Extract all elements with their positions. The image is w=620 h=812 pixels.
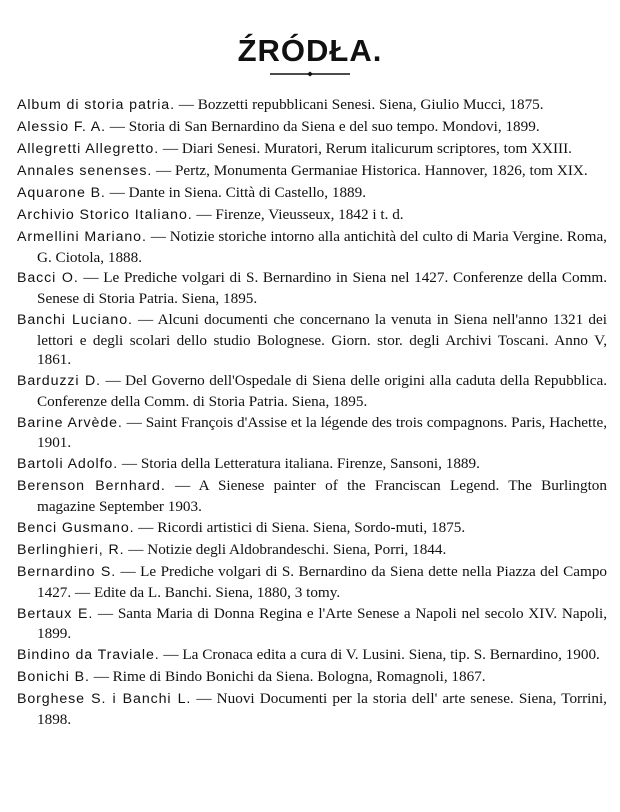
bibliography-list bbox=[17, 95, 607, 731]
bibliography-entry bbox=[17, 645, 607, 666]
bibliography-entry bbox=[17, 227, 607, 267]
entry-text: — Firenze, Vieusseux, 1842 i t. d. bbox=[192, 205, 404, 223]
entry-text: — La Cronaca edita a cura di V. Lusini. Siena, tip. S. Bernardino, 1900. bbox=[159, 646, 600, 664]
bibliography-entry bbox=[17, 540, 607, 561]
entry-author: Annales senenses. bbox=[17, 162, 153, 179]
entry-text: — Diari Senesi. Muratori, Rerum italicurum scriptores, tom XXIII. bbox=[159, 139, 572, 157]
entry-text: — Notizie degli Aldobrandeschi. Siena, Porri, 1844. bbox=[124, 540, 447, 558]
bibliography-entry bbox=[17, 161, 607, 182]
entry-author: Bertaux E. bbox=[17, 605, 94, 622]
bibliography-entry bbox=[17, 310, 607, 370]
entry-author: Barduzzi D. bbox=[17, 373, 101, 390]
entry-text: — Saint François d'Assise et la légende des trois compagnons. Paris, Hachette, 1901. bbox=[37, 413, 607, 452]
page-title: ŹRÓDŁA. bbox=[237, 32, 383, 68]
entry-author: Aquarone B. bbox=[17, 184, 106, 201]
bibliography-entry bbox=[17, 95, 607, 116]
bibliography-entry bbox=[17, 413, 607, 453]
entry-author: Berlinghieri, R. bbox=[17, 541, 125, 558]
entry-author: Armellini Mariano. bbox=[17, 228, 147, 245]
entry-author: Bindino da Traviale. bbox=[17, 647, 160, 664]
entry-author: Allegretti Allegretto. bbox=[17, 140, 160, 157]
ornament-divider-icon bbox=[270, 71, 350, 77]
entry-author: Borghese S. i Banchi L. bbox=[17, 691, 192, 708]
bibliography-entry bbox=[17, 454, 607, 475]
bibliography-entry bbox=[17, 139, 607, 160]
entry-author: Barine Arvède. bbox=[17, 414, 123, 431]
entry-text: — Pertz, Monumenta Germaniae Historica. Hannover, 1826, tom XIX. bbox=[152, 161, 588, 179]
entry-text: — Storia di San Bernardino da Siena e del suo tempo. Mondovi, 1899. bbox=[105, 117, 540, 135]
entry-author: Bonichi B. bbox=[17, 669, 90, 686]
entry-text: — Dante in Siena. Città di Castello, 1889. bbox=[105, 183, 367, 201]
entry-text: — Rime di Bindo Bonichi da Siena. Bologna, Romagnoli, 1867. bbox=[89, 668, 486, 686]
entry-author: Bernardino S. bbox=[17, 563, 117, 580]
entry-text: — Le Prediche volgari di S. Bernardino da Siena dette nella Piazza del Campo 1427. — Edite da L. Banchi. Siena, 1880, 3 tomy. bbox=[37, 562, 608, 601]
bibliography-entry bbox=[17, 689, 607, 729]
entry-author: Bartoli Adolfo. bbox=[17, 456, 119, 473]
entry-text: — Bozzetti repubblicani Senesi. Siena, Giulio Mucci, 1875. bbox=[174, 96, 544, 113]
entry-author: Berenson Bernhard. bbox=[17, 478, 166, 495]
entry-text: — Notizie storiche intorno alla antichità del culto di Maria Vergine. Roma, G. Ciotola, 1888. bbox=[37, 227, 607, 266]
entry-author: Album di storia patria. bbox=[17, 97, 175, 113]
entry-text: — Le Prediche volgari di S. Bernardino in Siena nel 1427. Conferenze della Comm. Senese di Storia Patria. Siena, 1895. bbox=[37, 269, 607, 308]
entry-author: Alessio F. A. bbox=[17, 118, 106, 135]
bibliography-entry bbox=[17, 518, 607, 539]
bibliography-entry bbox=[17, 562, 607, 602]
bibliography-entry bbox=[17, 604, 607, 644]
entry-text: — Alcuni documenti che concernano la venuta in Siena nell'anno 1321 dei lettori e degli scolari dello studio Bolognese. Giorn. stor. degli Archivi Toscani. Anno V, 1861. bbox=[37, 311, 607, 369]
bibliography-entry bbox=[17, 476, 607, 516]
entry-text: — Santa Maria di Donna Regina e l'Arte Senese a Napoli nel secolo XIV. Napoli, 1899. bbox=[37, 604, 607, 643]
bibliography-entry bbox=[17, 268, 607, 308]
entry-text: — A Sienese painter of the Franciscan Legend. The Burlington magazine September 1903. bbox=[37, 477, 607, 515]
bibliography-entry bbox=[17, 667, 607, 688]
entry-text: — Nuovi Documenti per la storia dell' arte senese. Siena, Torrini, 1898. bbox=[37, 690, 607, 728]
bibliography-entry bbox=[17, 117, 607, 138]
entry-text: — Storia della Letteratura italiana. Firenze, Sansoni, 1889. bbox=[118, 455, 480, 473]
bibliography-entry bbox=[17, 183, 607, 204]
bibliography-entry bbox=[17, 371, 607, 411]
entry-author: Benci Gusmano. bbox=[17, 519, 135, 536]
entry-author: Bacci O. bbox=[17, 270, 79, 287]
entry-text: — Del Governo dell'Ospedale di Siena delle origini alla caduta della Repubblica. Conferenze della Comm. di Storia Patria. Siena, 1895. bbox=[37, 372, 607, 410]
entry-text: — Ricordi artistici di Siena. Siena, Sordo-muti, 1875. bbox=[134, 518, 466, 536]
entry-author: Banchi Luciano. bbox=[17, 312, 133, 329]
bibliography-entry bbox=[17, 205, 607, 226]
entry-author: Archivio Storico Italiano. bbox=[17, 206, 193, 223]
